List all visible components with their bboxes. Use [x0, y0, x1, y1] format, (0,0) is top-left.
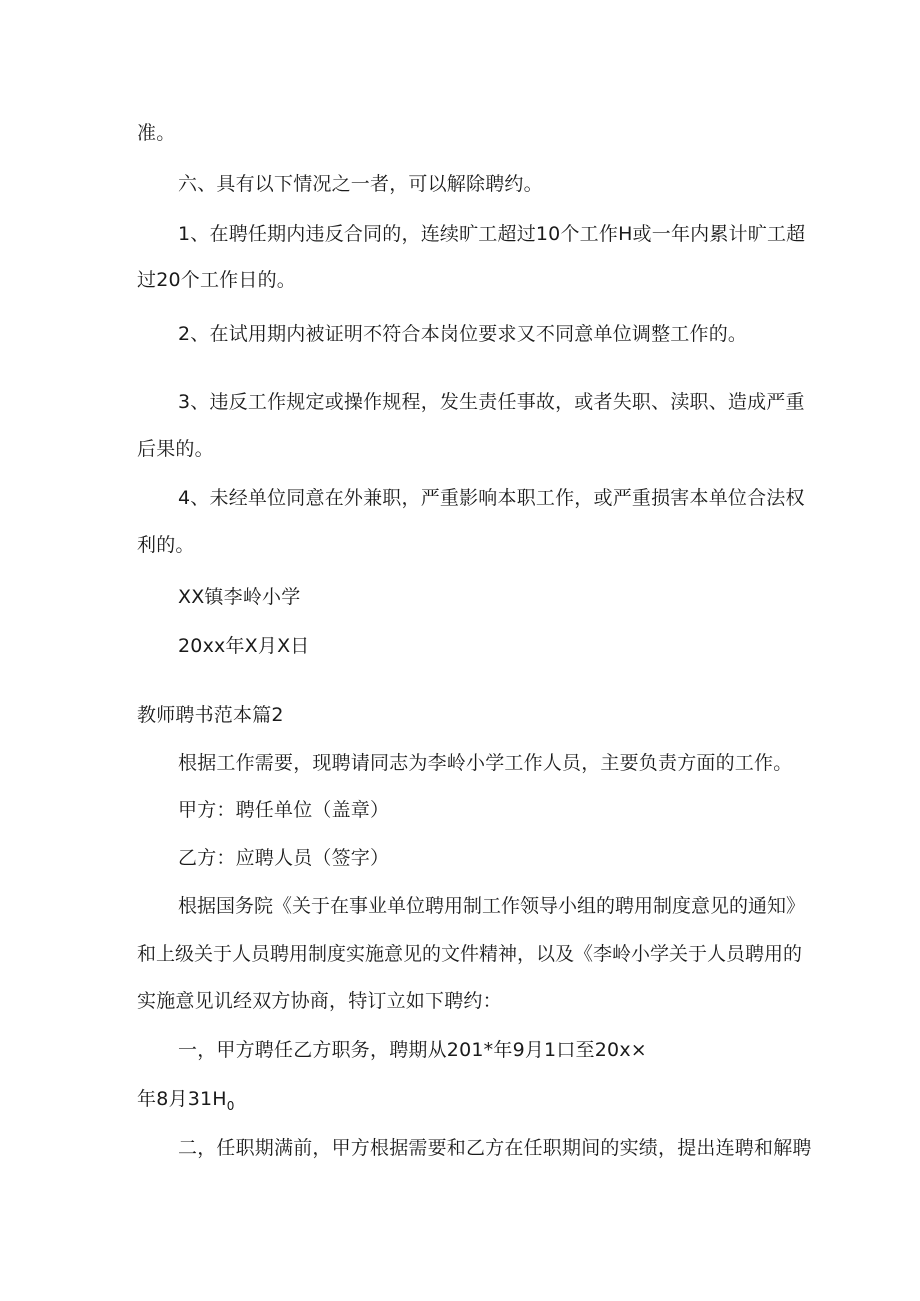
- text-line-main: 年8月31H: [137, 1088, 227, 1110]
- text-line: 一，甲方聘任乙方职务，聘期从201*年9月1口至20x×: [178, 1039, 647, 1061]
- text-line: 后果的。: [137, 438, 214, 460]
- text-line: 根据国务院《关于在事业单位聘用制工作领导小组的聘用制度意见的通知》: [178, 895, 806, 917]
- text-line: [137, 1087, 235, 1118]
- text-line: 过20个工作日的。: [137, 269, 296, 291]
- signature-school: XX镇李岭小学: [178, 586, 301, 608]
- text-line: 和上级关于人员聘用制度实施意见的文件精神，以及《李岭小学关于人员聘用的: [137, 943, 803, 965]
- text-line: 3、违反工作规定或操作规程，发生责任事故，或者失职、渎职、造成严重: [178, 391, 805, 413]
- text-line: 实施意见讥经双方协商，特订立如下聘约：: [137, 990, 502, 1012]
- text-line: 1、在聘任期内违反合同的，连续旷工超过10个工作H或一年内累计旷工超: [178, 223, 806, 245]
- section-heading: 六、具有以下情况之一者，可以解除聘约。: [178, 173, 543, 195]
- subscript-char: 0: [226, 1099, 235, 1113]
- text-line: 4、未经单位同意在外兼职，严重影响本职工作，或严重损害本单位合法权: [178, 487, 805, 509]
- article-title: 教师聘书范本篇2: [137, 704, 284, 726]
- party-a-line: 甲方：聘任单位（盖章）: [178, 799, 390, 821]
- text-line: 准。: [137, 122, 176, 144]
- text-line: 利的。: [137, 534, 195, 556]
- text-line: 根据工作需要，现聘请同志为李岭小学工作人员，主要负责方面的工作。: [178, 752, 793, 774]
- text-line: 2、在试用期内被证明不符合本岗位要求又不同意单位调整工作的。: [178, 323, 748, 345]
- party-b-line: 乙方：应聘人员（签字）: [178, 847, 390, 869]
- text-line: 二，任职期满前，甲方根据需要和乙方在任职期间的实绩，提出连聘和解聘: [178, 1137, 812, 1159]
- signature-date: 20xx年X月X日: [178, 635, 310, 657]
